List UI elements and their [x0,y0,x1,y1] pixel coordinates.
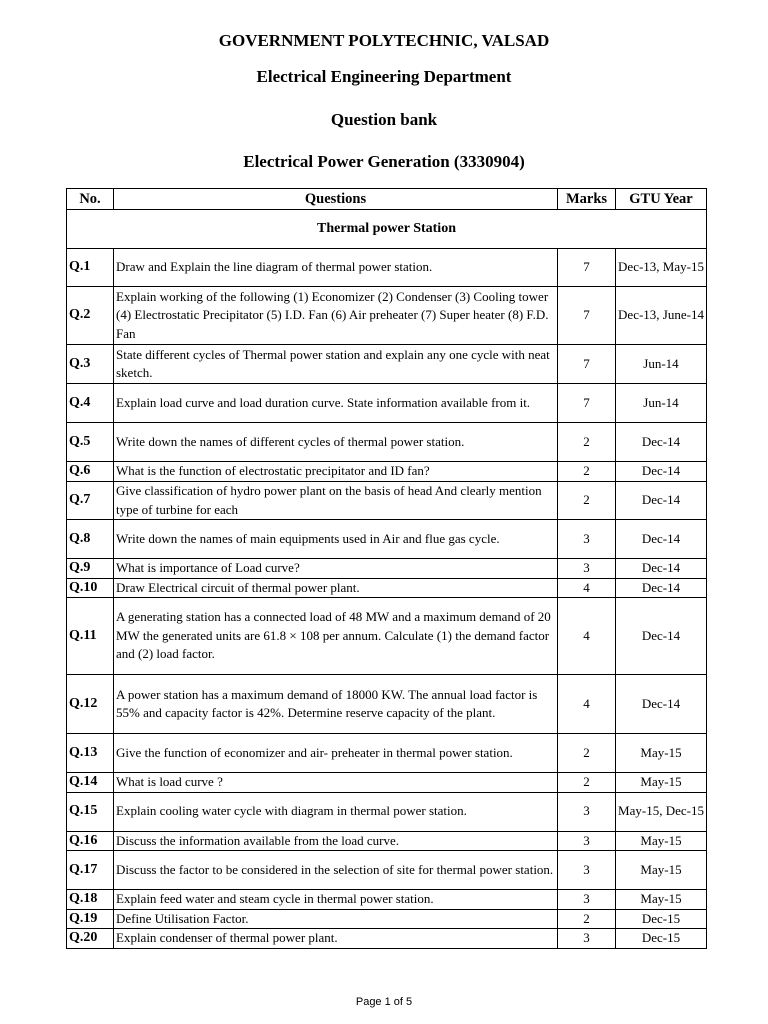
question-marks: 2 [558,773,616,793]
question-marks: 3 [558,851,616,890]
question-text: State different cycles of Thermal power station and explain any one cycle with neat sketch. [114,345,558,384]
department-title: Electrical Engineering Department [256,67,512,86]
table-row [67,890,707,910]
table-row [67,831,707,851]
table-row [67,792,707,831]
question-number: Q.10 [67,578,114,598]
question-text: Explain cooling water cycle with diagram in thermal power station. [114,792,558,831]
question-year: May-15 [616,890,707,910]
question-marks: 7 [558,384,616,423]
question-text: Define Utilisation Factor. [114,909,558,929]
page-number: Page 1 of 5 [355,996,413,1008]
table-row [67,734,707,773]
question-number: Q.4 [67,384,114,423]
table-row [67,462,707,482]
table-row [67,520,707,559]
question-year: Dec-13, May-15 [616,249,707,287]
question-number: Q.20 [67,929,114,949]
question-number: Q.9 [67,559,114,579]
table-row [67,598,707,675]
table-row [67,287,707,345]
question-number: Q.7 [67,482,114,520]
question-text: Discuss the factor to be considered in the selection of site for thermal power station. [114,851,558,890]
table-row [67,345,707,384]
question-year: Jun-14 [616,384,707,423]
question-text: Write down the names of main equipments used in Air and flue gas cycle. [114,520,558,559]
question-year: Dec-14 [616,578,707,598]
question-number: Q.12 [67,675,114,734]
question-marks: 7 [558,345,616,384]
question-number: Q.1 [67,249,114,287]
question-year: Dec-15 [616,909,707,929]
question-number: Q.3 [67,345,114,384]
question-number: Q.15 [67,792,114,831]
col-header-no: No. [67,189,114,210]
question-marks: 3 [558,520,616,559]
document-type: Question bank [330,110,438,129]
question-table [66,188,707,949]
question-number: Q.5 [67,423,114,462]
question-year: Dec-13, June-14 [616,287,707,345]
question-number: Q.14 [67,773,114,793]
col-header-questions: Questions [114,189,558,210]
question-text: Write down the names of different cycles of thermal power station. [114,423,558,462]
question-year: May-15 [616,734,707,773]
table-header-row [67,189,707,210]
question-marks: 2 [558,482,616,520]
subject-title: Electrical Power Generation (3330904) [243,152,525,171]
question-year: May-15 [616,831,707,851]
question-marks: 2 [558,462,616,482]
question-number: Q.8 [67,520,114,559]
question-marks: 3 [558,831,616,851]
question-year: May-15, Dec-15 [616,792,707,831]
question-marks: 2 [558,909,616,929]
table-row [67,851,707,890]
table-row [67,559,707,579]
section-title: Thermal power Station [67,210,707,249]
question-year: Dec-14 [616,598,707,675]
question-number: Q.6 [67,462,114,482]
question-marks: 3 [558,890,616,910]
table-row [67,423,707,462]
question-marks: 4 [558,675,616,734]
question-marks: 3 [558,792,616,831]
question-text: Explain condenser of thermal power plant. [114,929,558,949]
question-marks: 3 [558,929,616,949]
question-number: Q.16 [67,831,114,851]
question-text: A generating station has a connected load of 48 MW and a maximum demand of 20 MW the generated units are 61.8 × 108 per annum. Calculate (1) the demand factor and (2) load factor. [114,598,558,675]
table-row [67,909,707,929]
question-text: What is load curve ? [114,773,558,793]
table-row [67,384,707,423]
question-text: A power station has a maximum demand of 18000 KW. The annual load factor is 55% and capacity factor is 42%. Determine reserve capacity of the plant. [114,675,558,734]
question-number: Q.18 [67,890,114,910]
question-number: Q.19 [67,909,114,929]
question-text: Explain load curve and load duration curve. State information available from it. [114,384,558,423]
table-row [67,482,707,520]
question-year: Jun-14 [616,345,707,384]
question-text: Draw and Explain the line diagram of thermal power station. [114,249,558,287]
table-row [67,773,707,793]
institute-title: GOVERNMENT POLYTECHNIC, VALSAD [218,31,550,50]
question-text: Explain working of the following (1) Economizer (2) Condenser (3) Cooling tower (4) Electrostatic Precipitator (5) I.D. Fan (6) Air preheater (7) Super heater (8) F.D. Fan [114,287,558,345]
question-year: Dec-15 [616,929,707,949]
table-row [67,929,707,949]
question-text: Explain feed water and steam cycle in thermal power station. [114,890,558,910]
question-marks: 7 [558,287,616,345]
question-year: Dec-14 [616,559,707,579]
question-text: Draw Electrical circuit of thermal power plant. [114,578,558,598]
question-year: Dec-14 [616,520,707,559]
table-row [67,578,707,598]
question-number: Q.13 [67,734,114,773]
question-year: Dec-14 [616,423,707,462]
question-text: Give the function of economizer and air- preheater in thermal power station. [114,734,558,773]
question-year: Dec-14 [616,482,707,520]
question-year: Dec-14 [616,675,707,734]
question-marks: 7 [558,249,616,287]
question-number: Q.11 [67,598,114,675]
table-row [67,249,707,287]
question-marks: 2 [558,734,616,773]
question-year: May-15 [616,773,707,793]
question-text: What is importance of Load curve? [114,559,558,579]
table-row [67,675,707,734]
col-header-gtu-year: GTU Year [616,189,707,210]
question-marks: 2 [558,423,616,462]
question-marks: 3 [558,559,616,579]
question-text: Give classification of hydro power plant on the basis of head And clearly mention type of turbine for each [114,482,558,520]
question-marks: 4 [558,598,616,675]
question-year: May-15 [616,851,707,890]
question-text: Discuss the information available from the load curve. [114,831,558,851]
question-number: Q.2 [67,287,114,345]
question-number: Q.17 [67,851,114,890]
col-header-marks: Marks [558,189,616,210]
question-year: Dec-14 [616,462,707,482]
question-marks: 4 [558,578,616,598]
section-row [67,210,707,249]
question-text: What is the function of electrostatic precipitator and ID fan? [114,462,558,482]
